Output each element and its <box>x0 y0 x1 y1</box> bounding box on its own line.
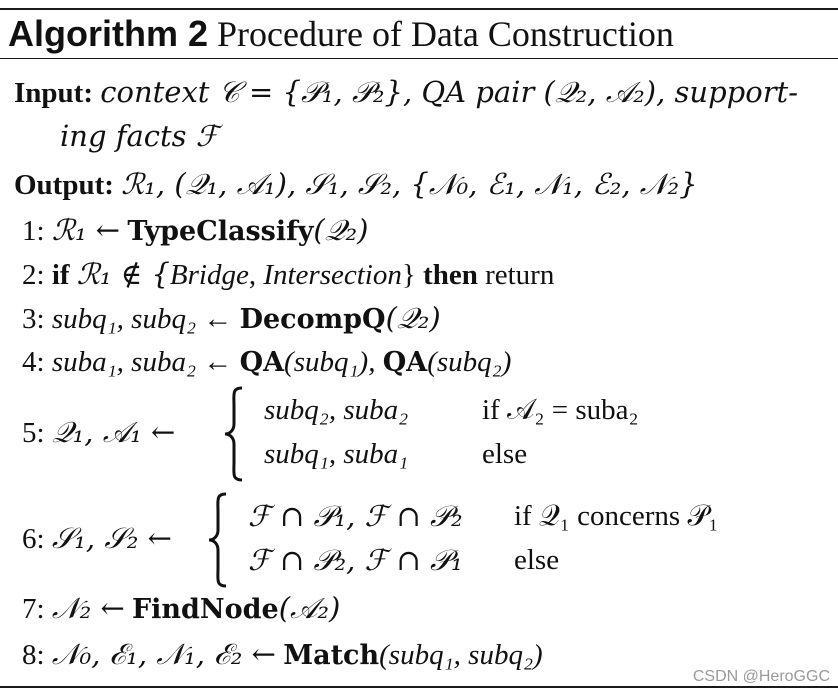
function-name-2: QA <box>382 347 428 378</box>
algorithm-label: Algorithm 2 <box>8 13 209 54</box>
input-keyword: Input: <box>14 77 93 109</box>
return-text: return <box>485 259 555 291</box>
then-keyword: then <box>423 259 478 291</box>
step-lhs: suba₁, suba₂ ← <box>51 346 233 378</box>
step-2 <box>22 256 554 293</box>
output-line <box>14 166 698 203</box>
step-args: (𝒬₂) <box>385 301 441 335</box>
output-keyword: Output: <box>14 169 114 201</box>
step-args: (𝒜₂) <box>278 591 341 625</box>
input-text-continued: ing facts ℱ <box>60 119 219 153</box>
bottom-rule <box>0 686 838 688</box>
step-1 <box>22 212 369 250</box>
step-4 <box>22 344 511 381</box>
step-7 <box>22 590 340 628</box>
function-name: FindNode <box>132 594 279 625</box>
output-text: ℛ₁, (𝒬₁, 𝒜₁), 𝒮₁, 𝒮₂, {𝒩₀, ℰ₁, 𝒩₁, ℰ₂, 𝒩₂} <box>121 167 698 201</box>
function-name: DecompQ <box>239 304 386 335</box>
top-rule <box>0 8 838 10</box>
step-number: 4: <box>22 346 45 378</box>
step-number: 1: <box>22 215 45 247</box>
step-number: 2: <box>22 259 45 291</box>
function-name-1: QA <box>239 347 285 378</box>
condition-intersection: Intersection <box>263 259 402 291</box>
condition-prefix: ℛ₁ ∉ { <box>76 257 170 291</box>
step-lhs: 𝒮₁, 𝒮₂ ← <box>51 521 172 555</box>
left-brace-icon <box>222 384 246 484</box>
step-number: 7: <box>22 593 45 625</box>
case-1-condition: if 𝒜₂ = suba₂ <box>482 394 639 426</box>
step-lhs: ℛ₁ ← <box>51 213 121 247</box>
step-args-1: (subq₁), <box>284 346 383 378</box>
step-lhs: 𝒩₂ ← <box>51 591 125 625</box>
condition-bridge: Bridge <box>169 259 249 291</box>
input-line-2 <box>60 118 219 155</box>
watermark: CSDN @HeroGGC <box>692 668 830 685</box>
step-number: 6: <box>22 523 45 555</box>
function-name: Match <box>283 640 380 671</box>
algorithm-caption: Procedure of Data Construction <box>217 14 674 54</box>
condition-suffix: } <box>401 259 416 291</box>
case-1-value: subq₂, suba₂ <box>264 394 409 426</box>
case-2-condition: else <box>514 544 560 576</box>
algorithm-title <box>8 12 674 56</box>
step-3 <box>22 300 441 338</box>
function-name: TypeClassify <box>127 216 314 247</box>
input-text: context 𝒞 = {𝒫₁, 𝒫₂}, QA pair (𝒬₂, 𝒜₂), support- <box>100 75 799 109</box>
case-1-condition: if 𝒬₁ concerns 𝒫₁ <box>514 500 719 532</box>
step-lhs: 𝒩₀, ℰ₁, 𝒩₁, ℰ₂ ← <box>51 637 276 671</box>
condition-comma: , <box>248 259 264 291</box>
left-brace-icon <box>206 490 230 590</box>
input-line-1 <box>14 74 798 111</box>
case-1-value: ℱ ∩ 𝒫₁, ℱ ∩ 𝒫₂ <box>248 499 463 533</box>
case-2-condition: else <box>482 438 528 470</box>
step-lhs: subq₁, subq₂ ← <box>51 303 233 335</box>
step-number: 5: <box>22 417 45 449</box>
step-number: 8: <box>22 639 45 671</box>
mid-rule <box>0 58 838 59</box>
if-keyword: if <box>51 259 70 291</box>
case-2-value: ℱ ∩ 𝒫₂, ℱ ∩ 𝒫₁ <box>248 543 463 577</box>
step-args: (𝒬₂) <box>313 213 369 247</box>
step-5 <box>22 414 175 451</box>
step-8 <box>22 636 543 674</box>
step-args-2: (subq₂) <box>427 346 512 378</box>
step-6 <box>22 520 172 557</box>
step-args: (subq₁, subq₂) <box>379 639 543 671</box>
step-number: 3: <box>22 303 45 335</box>
case-2-value: subq₁, suba₁ <box>264 438 409 470</box>
step-lhs: 𝒬₁, 𝒜₁ ← <box>51 415 176 449</box>
